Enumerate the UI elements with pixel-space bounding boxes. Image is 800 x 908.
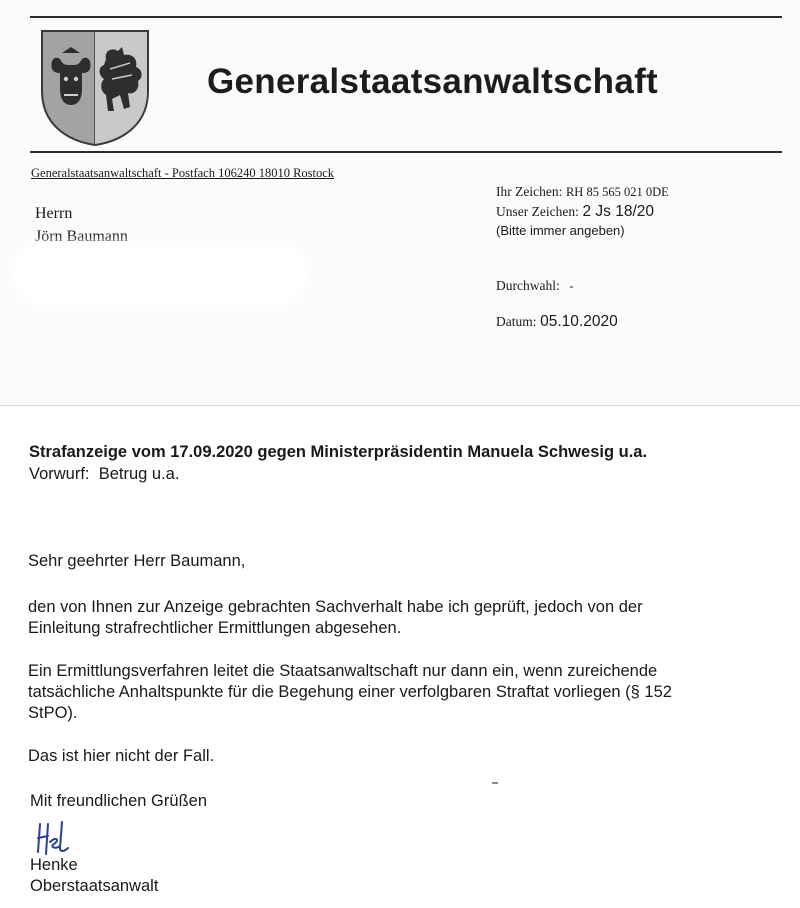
- letter-subject: Strafanzeige vom 17.09.2020 gegen Ministerpräsidentin Manuela Schwesig u.a.: [29, 443, 648, 461]
- header-top-rule: [30, 16, 782, 18]
- reference-note: (Bitte immer angeben): [496, 223, 625, 238]
- charge-label: Vorwurf:: [29, 465, 90, 483]
- paragraph-1-line-2: Einleitung strafrechtlicher Ermittlungen abgesehen.: [28, 619, 402, 637]
- direct-dial-label: Durchwahl:: [496, 278, 560, 293]
- direct-dial-row: [496, 278, 574, 294]
- handwritten-signature: [32, 818, 74, 860]
- date-value: 05.10.2020: [540, 313, 618, 330]
- charge-line: [29, 465, 179, 484]
- date-label: Datum:: [496, 314, 537, 329]
- closing-line: Mit freundlichen Grüßen: [30, 792, 207, 810]
- recipient-name: Jörn Baumann: [35, 228, 128, 245]
- redacted-address-block: [22, 250, 298, 298]
- header-bottom-rule: [30, 151, 782, 153]
- our-reference-label: Unser Zeichen:: [496, 204, 579, 219]
- recipient-salutation: Herrn: [35, 205, 73, 222]
- paragraph-2-line-3: StPO).: [28, 704, 78, 722]
- your-reference-row: [496, 184, 669, 200]
- coat-of-arms-icon: [40, 29, 150, 147]
- our-reference-value: 2 Js 18/20: [582, 203, 654, 220]
- date-row: [496, 313, 618, 331]
- letter-greeting: Sehr geehrter Herr Baumann,: [28, 552, 246, 570]
- authority-title: Generalstaatsanwaltschaft: [207, 62, 659, 101]
- charge-value: Betrug u.a.: [98, 465, 180, 483]
- paper-speck: [492, 782, 498, 784]
- signer-title: Oberstaatsanwalt: [30, 877, 159, 895]
- paragraph-3: Das ist hier nicht der Fall.: [28, 747, 215, 765]
- paragraph-2-line-1: Ein Ermittlungsverfahren leitet die Staatsanwaltschaft nur dann ein, wenn zureichende: [28, 662, 658, 680]
- your-reference-label: Ihr Zeichen:: [496, 184, 563, 199]
- paragraph-1-line-1: den von Ihnen zur Anzeige gebrachten Sachverhalt habe ich geprüft, jedoch von der: [28, 598, 643, 616]
- your-reference-value: RH 85 565 021 0DE: [565, 185, 669, 199]
- our-reference-row: [496, 203, 654, 221]
- direct-dial-value: -: [569, 279, 574, 293]
- signer-name: Henke: [30, 856, 78, 874]
- paragraph-2-line-2: tatsächliche Anhaltspunkte für die Begehung einer verfolgbaren Straftat vorliegen (§ 152: [28, 683, 672, 701]
- sender-address-line: Generalstaatsanwaltschaft - Postfach 106240 18010 Rostock: [31, 166, 335, 180]
